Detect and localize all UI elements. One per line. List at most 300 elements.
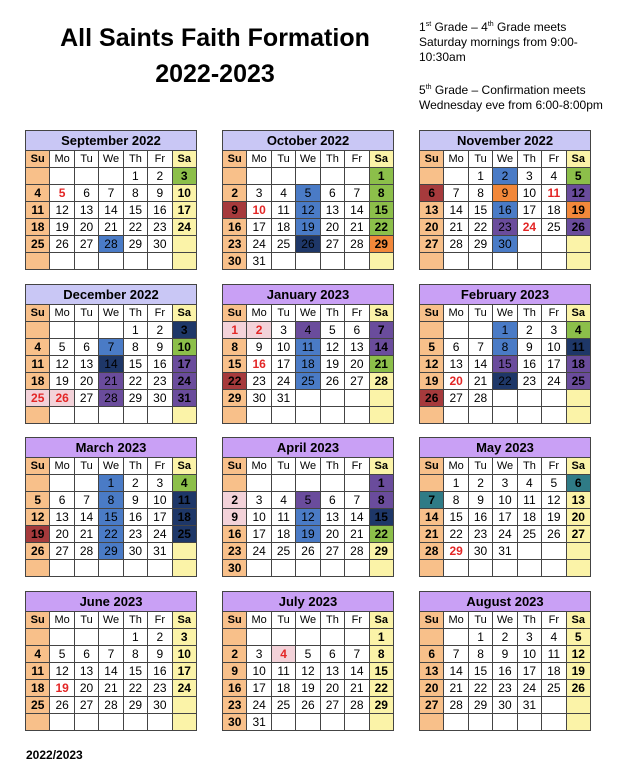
day-cell: 21 [468, 373, 492, 390]
day-cell: 11 [566, 339, 590, 356]
empty-day-cell [517, 560, 541, 577]
weekday-header: Fr [345, 458, 369, 475]
day-cell: 25 [271, 543, 295, 560]
day-cell: 28 [444, 697, 468, 714]
month-calendar [222, 437, 394, 577]
day-cell: 21 [345, 526, 369, 543]
month-calendar [419, 437, 591, 577]
weekday-header: Su [223, 458, 247, 475]
day-cell: 21 [99, 373, 123, 390]
day-cell: 4 [26, 646, 50, 663]
day-cell: 19 [296, 680, 320, 697]
day-cell: 1 [369, 168, 393, 185]
day-cell: 7 [99, 646, 123, 663]
day-cell: 15 [123, 356, 147, 373]
day-cell: 6 [74, 185, 98, 202]
empty-day-cell [493, 560, 517, 577]
day-cell: 2 [247, 322, 271, 339]
weekday-header: Fr [148, 458, 172, 475]
day-cell: 17 [247, 680, 271, 697]
day-cell: 26 [50, 697, 74, 714]
weekday-header: Su [26, 612, 50, 629]
day-cell: 11 [26, 663, 50, 680]
day-cell: 22 [223, 373, 247, 390]
day-cell: 31 [247, 253, 271, 270]
weekday-header: We [99, 458, 123, 475]
day-cell: 1 [123, 322, 147, 339]
empty-day-cell [542, 236, 566, 253]
empty-day-cell [148, 714, 172, 731]
empty-day-cell [566, 236, 590, 253]
empty-day-cell [566, 543, 590, 560]
day-cell: 1 [123, 168, 147, 185]
day-cell: 3 [493, 475, 517, 492]
day-cell: 11 [542, 185, 566, 202]
empty-day-cell [468, 253, 492, 270]
empty-day-cell [99, 322, 123, 339]
weekday-header: Tu [468, 612, 492, 629]
weekday-header: Th [123, 612, 147, 629]
day-cell: 17 [247, 526, 271, 543]
month-calendar [25, 591, 197, 731]
day-cell: 22 [493, 373, 517, 390]
day-cell: 1 [123, 629, 147, 646]
day-cell: 4 [271, 185, 295, 202]
day-cell: 11 [542, 646, 566, 663]
day-cell: 12 [296, 509, 320, 526]
weekday-header: Fr [542, 305, 566, 322]
day-cell: 24 [247, 236, 271, 253]
day-cell: 30 [148, 697, 172, 714]
day-cell: 7 [420, 492, 444, 509]
empty-day-cell [420, 407, 444, 424]
day-cell: 8 [493, 339, 517, 356]
day-cell: 12 [296, 202, 320, 219]
day-cell: 7 [345, 646, 369, 663]
day-cell: 8 [444, 492, 468, 509]
day-cell: 18 [542, 663, 566, 680]
empty-day-cell [271, 475, 295, 492]
weekday-header: Mo [444, 305, 468, 322]
day-cell: 14 [444, 663, 468, 680]
day-cell: 19 [566, 663, 590, 680]
empty-day-cell [26, 560, 50, 577]
day-cell: 16 [223, 680, 247, 697]
day-cell: 24 [247, 543, 271, 560]
day-cell: 16 [123, 509, 147, 526]
day-cell: 3 [247, 492, 271, 509]
day-cell: 24 [271, 373, 295, 390]
empty-day-cell [320, 168, 344, 185]
day-cell: 20 [74, 373, 98, 390]
day-cell: 14 [345, 509, 369, 526]
day-cell: 12 [50, 356, 74, 373]
month-calendar [25, 130, 197, 270]
empty-day-cell [50, 322, 74, 339]
day-cell: 27 [50, 543, 74, 560]
empty-day-cell [247, 407, 271, 424]
day-cell: 25 [296, 373, 320, 390]
empty-day-cell [493, 253, 517, 270]
empty-day-cell [542, 390, 566, 407]
empty-day-cell [420, 629, 444, 646]
day-cell: 30 [468, 543, 492, 560]
day-cell: 18 [26, 219, 50, 236]
day-cell: 7 [345, 185, 369, 202]
day-cell: 28 [99, 697, 123, 714]
day-cell: 22 [123, 219, 147, 236]
day-cell: 6 [420, 185, 444, 202]
day-cell: 9 [517, 339, 541, 356]
schedule-note-primary: 1st Grade – 4th Grade meets Saturday mornings from 9:00-10:30am [419, 20, 578, 64]
day-cell: 16 [247, 356, 271, 373]
day-cell: 14 [74, 509, 98, 526]
day-cell: 4 [172, 475, 196, 492]
day-cell: 11 [172, 492, 196, 509]
empty-day-cell [444, 560, 468, 577]
day-cell: 8 [369, 185, 393, 202]
weekday-header: Mo [50, 458, 74, 475]
day-cell: 29 [369, 543, 393, 560]
weekday-header: Th [320, 458, 344, 475]
day-cell: 3 [271, 322, 295, 339]
day-cell: 20 [320, 680, 344, 697]
day-cell: 13 [345, 339, 369, 356]
weekday-header: Su [223, 151, 247, 168]
empty-day-cell [542, 407, 566, 424]
month-title: June 2023 [26, 592, 197, 612]
weekday-header: Th [123, 151, 147, 168]
day-cell: 2 [493, 168, 517, 185]
weekday-header: Sa [369, 458, 393, 475]
empty-day-cell [468, 407, 492, 424]
day-cell: 23 [223, 543, 247, 560]
day-cell: 24 [517, 680, 541, 697]
day-cell: 19 [420, 373, 444, 390]
weekday-header: Sa [172, 612, 196, 629]
empty-day-cell [420, 475, 444, 492]
empty-day-cell [172, 253, 196, 270]
day-cell: 28 [420, 543, 444, 560]
day-cell: 6 [74, 339, 98, 356]
day-cell: 20 [420, 680, 444, 697]
day-cell: 11 [271, 663, 295, 680]
month-title: May 2023 [420, 438, 591, 458]
day-cell: 21 [99, 219, 123, 236]
day-cell: 4 [566, 322, 590, 339]
weekday-header: Tu [74, 612, 98, 629]
month-title: January 2023 [223, 285, 394, 305]
day-cell: 14 [420, 509, 444, 526]
day-cell: 30 [223, 714, 247, 731]
day-cell: 20 [420, 219, 444, 236]
weekday-header: We [493, 458, 517, 475]
empty-day-cell [345, 629, 369, 646]
day-cell: 12 [566, 646, 590, 663]
day-cell: 5 [26, 492, 50, 509]
day-cell: 7 [345, 492, 369, 509]
empty-day-cell [123, 714, 147, 731]
day-cell: 23 [493, 219, 517, 236]
weekday-header: Su [420, 151, 444, 168]
empty-day-cell [50, 475, 74, 492]
day-cell: 22 [369, 219, 393, 236]
empty-day-cell [444, 322, 468, 339]
day-cell: 10 [172, 646, 196, 663]
day-cell: 18 [26, 373, 50, 390]
day-cell: 15 [369, 663, 393, 680]
day-cell: 10 [148, 492, 172, 509]
day-cell: 23 [223, 236, 247, 253]
empty-day-cell [444, 253, 468, 270]
empty-day-cell [517, 543, 541, 560]
day-cell: 6 [50, 492, 74, 509]
day-cell: 27 [444, 390, 468, 407]
day-cell: 10 [517, 185, 541, 202]
weekday-header: Th [123, 458, 147, 475]
day-cell: 30 [493, 236, 517, 253]
empty-day-cell [468, 322, 492, 339]
day-cell: 20 [566, 509, 590, 526]
day-cell: 19 [26, 526, 50, 543]
empty-day-cell [271, 168, 295, 185]
day-cell: 15 [369, 202, 393, 219]
empty-day-cell [320, 714, 344, 731]
day-cell: 9 [223, 509, 247, 526]
day-cell: 4 [517, 475, 541, 492]
month-title: April 2023 [223, 438, 394, 458]
day-cell: 29 [468, 236, 492, 253]
day-cell: 10 [542, 339, 566, 356]
day-cell: 8 [99, 492, 123, 509]
weekday-header: Tu [468, 458, 492, 475]
empty-day-cell [247, 560, 271, 577]
day-cell: 17 [517, 663, 541, 680]
month-title: February 2023 [420, 285, 591, 305]
day-cell: 21 [444, 219, 468, 236]
weekday-header: We [296, 151, 320, 168]
day-cell: 5 [420, 339, 444, 356]
month-calendar [25, 284, 197, 424]
weekday-header: We [99, 305, 123, 322]
day-cell: 26 [296, 697, 320, 714]
title-line-2: 2022-2023 [155, 60, 275, 88]
weekday-header: Mo [444, 151, 468, 168]
day-cell: 3 [542, 322, 566, 339]
day-cell: 26 [296, 236, 320, 253]
day-cell: 28 [99, 390, 123, 407]
day-cell: 26 [566, 680, 590, 697]
day-cell: 19 [50, 680, 74, 697]
day-cell: 3 [172, 168, 196, 185]
day-cell: 26 [420, 390, 444, 407]
empty-day-cell [223, 168, 247, 185]
day-cell: 8 [468, 646, 492, 663]
empty-day-cell [172, 407, 196, 424]
day-cell: 27 [320, 543, 344, 560]
day-cell: 15 [123, 663, 147, 680]
day-cell: 31 [517, 697, 541, 714]
empty-day-cell [444, 714, 468, 731]
day-cell: 22 [369, 680, 393, 697]
day-cell: 26 [566, 219, 590, 236]
day-cell: 21 [74, 526, 98, 543]
empty-day-cell [493, 390, 517, 407]
day-cell: 29 [369, 236, 393, 253]
day-cell: 3 [517, 629, 541, 646]
empty-day-cell [468, 714, 492, 731]
day-cell: 30 [223, 560, 247, 577]
day-cell: 7 [369, 322, 393, 339]
weekday-header: Fr [345, 151, 369, 168]
day-cell: 18 [542, 202, 566, 219]
day-cell: 19 [566, 202, 590, 219]
day-cell: 26 [320, 373, 344, 390]
day-cell: 23 [517, 373, 541, 390]
empty-day-cell [172, 236, 196, 253]
empty-day-cell [566, 697, 590, 714]
day-cell: 30 [123, 543, 147, 560]
day-cell: 29 [123, 236, 147, 253]
empty-day-cell [320, 560, 344, 577]
day-cell: 11 [26, 356, 50, 373]
empty-day-cell [420, 714, 444, 731]
month-title: September 2022 [26, 131, 197, 151]
empty-day-cell [320, 407, 344, 424]
day-cell: 12 [26, 509, 50, 526]
day-cell: 8 [123, 339, 147, 356]
empty-day-cell [172, 560, 196, 577]
day-cell: 23 [493, 680, 517, 697]
day-cell: 4 [271, 646, 295, 663]
day-cell: 5 [296, 492, 320, 509]
day-cell: 27 [345, 373, 369, 390]
day-cell: 3 [172, 322, 196, 339]
empty-day-cell [74, 253, 98, 270]
day-cell: 10 [517, 646, 541, 663]
empty-day-cell [50, 407, 74, 424]
day-cell: 11 [271, 202, 295, 219]
day-cell: 22 [123, 373, 147, 390]
empty-day-cell [542, 560, 566, 577]
empty-day-cell [26, 407, 50, 424]
day-cell: 25 [271, 236, 295, 253]
day-cell: 24 [172, 680, 196, 697]
day-cell: 16 [223, 219, 247, 236]
day-cell: 23 [468, 526, 492, 543]
day-cell: 14 [99, 202, 123, 219]
empty-day-cell [26, 629, 50, 646]
weekday-header: Sa [566, 151, 590, 168]
empty-day-cell [247, 168, 271, 185]
day-cell: 15 [468, 663, 492, 680]
day-cell: 24 [148, 526, 172, 543]
month-title: March 2023 [26, 438, 197, 458]
weekday-header: Sa [566, 458, 590, 475]
empty-day-cell [369, 253, 393, 270]
day-cell: 19 [542, 509, 566, 526]
day-cell: 1 [468, 168, 492, 185]
weekday-header: Fr [345, 612, 369, 629]
weekday-header: Sa [172, 305, 196, 322]
day-cell: 9 [493, 185, 517, 202]
weekday-header: Mo [50, 151, 74, 168]
empty-day-cell [74, 475, 98, 492]
day-cell: 24 [542, 373, 566, 390]
day-cell: 9 [468, 492, 492, 509]
day-cell: 19 [296, 526, 320, 543]
day-cell: 24 [493, 526, 517, 543]
day-cell: 5 [50, 185, 74, 202]
day-cell: 16 [148, 356, 172, 373]
day-cell: 27 [74, 236, 98, 253]
day-cell: 29 [123, 697, 147, 714]
empty-day-cell [26, 322, 50, 339]
weekday-header: Tu [271, 305, 295, 322]
empty-day-cell [369, 407, 393, 424]
day-cell: 27 [74, 697, 98, 714]
day-cell: 7 [444, 185, 468, 202]
day-cell: 31 [271, 390, 295, 407]
empty-day-cell [148, 560, 172, 577]
weekday-header: We [493, 151, 517, 168]
empty-day-cell [517, 714, 541, 731]
day-cell: 18 [271, 680, 295, 697]
day-cell: 1 [444, 475, 468, 492]
empty-day-cell [99, 407, 123, 424]
day-cell: 14 [345, 202, 369, 219]
day-cell: 23 [148, 680, 172, 697]
weekday-header: Tu [74, 151, 98, 168]
weekday-header: Tu [74, 458, 98, 475]
day-cell: 12 [50, 202, 74, 219]
day-cell: 18 [566, 356, 590, 373]
weekday-header: Sa [172, 458, 196, 475]
day-cell: 20 [320, 526, 344, 543]
day-cell: 26 [50, 236, 74, 253]
weekday-header: Sa [172, 151, 196, 168]
day-cell: 21 [420, 526, 444, 543]
empty-day-cell [74, 168, 98, 185]
weekday-header: Sa [369, 612, 393, 629]
day-cell: 17 [493, 509, 517, 526]
empty-day-cell [369, 714, 393, 731]
month-calendar [222, 284, 394, 424]
day-cell: 9 [148, 646, 172, 663]
day-cell: 20 [345, 356, 369, 373]
day-cell: 31 [247, 714, 271, 731]
day-cell: 22 [444, 526, 468, 543]
day-cell: 5 [50, 646, 74, 663]
day-cell: 6 [320, 185, 344, 202]
empty-day-cell [50, 168, 74, 185]
empty-day-cell [74, 714, 98, 731]
empty-day-cell [320, 629, 344, 646]
weekday-header: Mo [444, 612, 468, 629]
footer-year: 2022/2023 [26, 748, 83, 762]
empty-day-cell [320, 390, 344, 407]
empty-day-cell [444, 168, 468, 185]
day-cell: 10 [172, 185, 196, 202]
day-cell: 17 [517, 202, 541, 219]
empty-day-cell [345, 560, 369, 577]
empty-day-cell [26, 475, 50, 492]
day-cell: 29 [444, 543, 468, 560]
day-cell: 6 [566, 475, 590, 492]
day-cell: 6 [420, 646, 444, 663]
day-cell: 16 [493, 663, 517, 680]
day-cell: 13 [50, 509, 74, 526]
